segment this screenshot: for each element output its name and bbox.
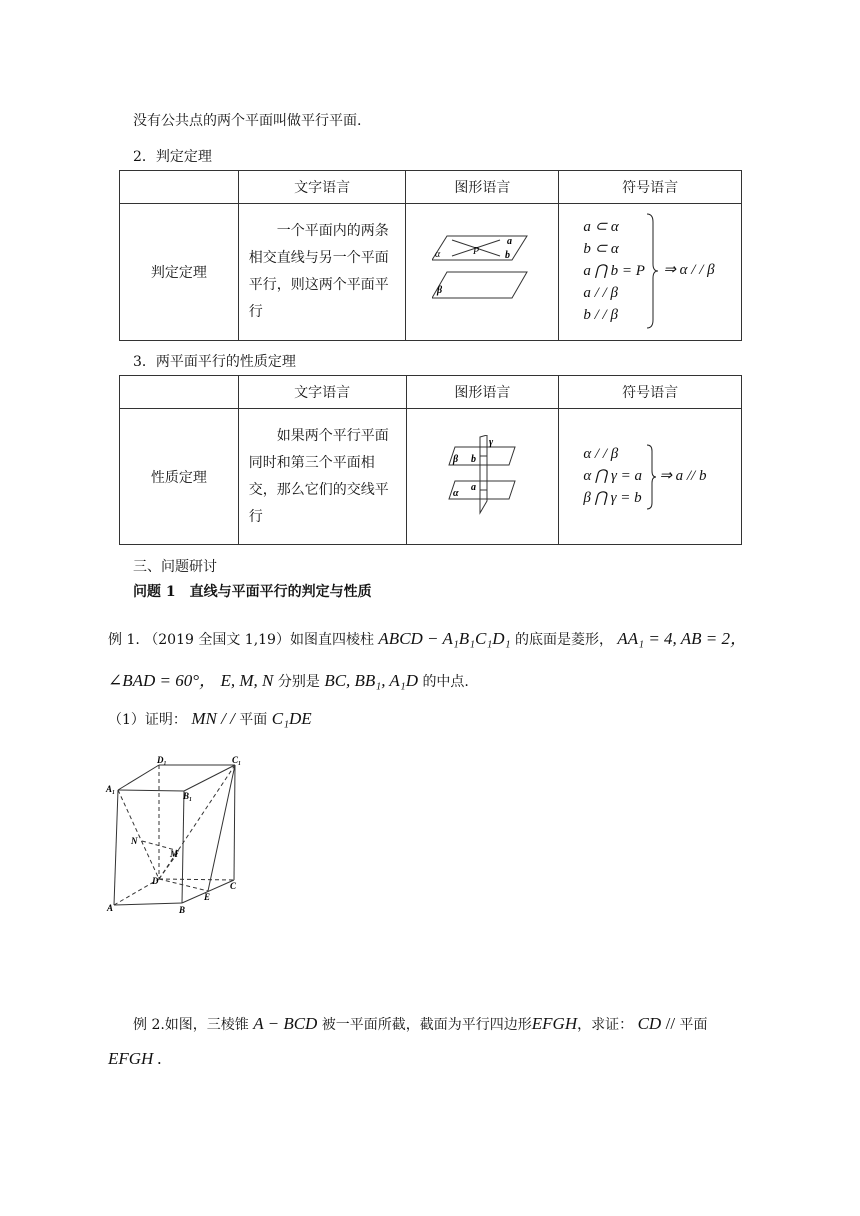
example1-angle: ∠BAD = 60°， <box>108 671 217 690</box>
example1-mid1: 的底面是菱形， <box>514 632 613 648</box>
table1-empty-header <box>120 171 239 204</box>
fig-label: A₁ <box>106 784 116 794</box>
q1-prefix: （1）证明： <box>108 712 187 728</box>
fig-label: a <box>507 236 513 247</box>
right-brace <box>645 212 659 330</box>
symbol-line: b ⊂ α <box>583 241 619 257</box>
table1-text-line: 行 <box>248 304 263 320</box>
fig-label: N <box>131 836 138 846</box>
example2-par: // <box>665 1014 676 1033</box>
table1-header-symbol: 符号语言 <box>559 171 742 204</box>
symbol-line: β ⋂ γ = b <box>583 489 642 506</box>
symbol-line: b / / β <box>583 307 618 323</box>
table2-figure-cell <box>406 409 559 545</box>
fig-label: P <box>473 246 480 257</box>
example1-suffix: 的中点. <box>422 674 469 690</box>
example-2-line-2: EFGH . <box>108 1049 162 1068</box>
example1-mid2: 分别是 <box>277 674 320 690</box>
fig-label: A <box>107 903 114 913</box>
fig-label: α <box>435 249 441 260</box>
symbol-line: a ⊂ α <box>583 219 619 235</box>
example-1-question-1 <box>108 709 312 729</box>
example2-prefix: 例 2.如图，三棱锥 <box>133 1017 249 1033</box>
example-1-line-2 <box>108 666 469 691</box>
two-parallel-planes-figure <box>432 230 532 310</box>
table2-text-line: 交，那么它们的交线平 <box>248 481 389 498</box>
example2-plane: 平面 <box>679 1017 708 1033</box>
three-planes-figure <box>447 435 517 515</box>
table1-text-line: 一个平面内的两条 <box>276 223 389 239</box>
table1-text-cell <box>238 204 406 341</box>
q1-plane: 平面 <box>239 712 268 728</box>
q1-expr: MN / / <box>191 709 235 728</box>
table2-header-figure: 图形语言 <box>406 376 559 409</box>
fig-label: D <box>152 876 159 886</box>
fig-label: C₁ <box>232 755 242 765</box>
fig-label: B₁ <box>183 791 193 801</box>
symbol-line: α / / β <box>583 445 619 462</box>
example1-segments: BC, BB₁, A₁D <box>324 671 418 690</box>
fig-label: B <box>179 905 186 915</box>
example2-mid2: ，求证： <box>577 1017 634 1033</box>
example1-points: E, M, N <box>220 671 274 690</box>
fig-label: β <box>453 453 459 465</box>
fig-label: γ <box>489 436 494 448</box>
prism-figure <box>104 755 254 915</box>
theorem-table-1 <box>119 170 742 341</box>
table2-text-cell <box>238 409 406 545</box>
table1-row-label: 判定定理 <box>120 204 239 341</box>
fig-label: β <box>437 285 443 296</box>
fig-label: D₁ <box>157 755 167 765</box>
fig-label: E <box>204 892 211 902</box>
symbol-conclusion: ⇒ a // b <box>659 467 707 484</box>
fig-label: M <box>170 849 179 859</box>
fig-label: b <box>505 250 511 261</box>
part-3-title: 三、问题研讨 <box>133 559 217 575</box>
fig-label: b <box>471 453 477 465</box>
table1-header-text: 文字语言 <box>238 171 406 204</box>
symbol-line: a ⋂ b = P <box>583 263 645 279</box>
fig-label: α <box>453 487 459 499</box>
table1-text-line: 平行，则这两个平面平 <box>248 277 389 293</box>
table2-text-line: 行 <box>248 508 263 525</box>
symbol-line: a / / β <box>583 285 618 301</box>
table2-symbol-cell <box>559 409 742 545</box>
symbol-line: α ⋂ γ = a <box>583 467 643 484</box>
table1-text-line: 相交直线与另一个平面 <box>248 250 389 266</box>
fig-label: C <box>230 881 237 891</box>
section-2-title: 2．判定定理 <box>133 149 212 165</box>
table2-text-line: 如果两个平行平面 <box>276 427 389 444</box>
example1-prefix: 例 1. （2019 全国文 1,19）如图直四棱柱 <box>108 632 374 648</box>
table2-header-text: 文字语言 <box>238 376 406 409</box>
table1-figure-cell <box>406 204 559 341</box>
example-2-line-1 <box>133 1014 708 1034</box>
symbol-conclusion: ⇒ α / / β <box>663 262 715 278</box>
example1-conds: AA₁ = 4, AB = 2， <box>617 629 747 648</box>
section-3-title: 3．两平面平行的性质定理 <box>133 354 296 370</box>
table1-symbol-cell <box>559 204 742 341</box>
table1-header-figure: 图形语言 <box>406 171 559 204</box>
intro-text: 没有公共点的两个平面叫做平行平面. <box>133 113 362 129</box>
example2-pyramid: A − BCD <box>253 1014 318 1033</box>
table2-row-label: 性质定理 <box>120 409 239 545</box>
table2-header-symbol: 符号语言 <box>559 376 742 409</box>
table2-text-line: 同时和第三个平面相 <box>248 454 375 471</box>
example2-mid: 被一平面所截，截面为平行四边形 <box>321 1017 532 1033</box>
theorem-table-2 <box>119 375 742 545</box>
table2-empty-header <box>120 376 239 409</box>
example1-prism: ABCD − A₁B₁C₁D₁ <box>378 629 511 648</box>
problem-1-title: 问题 1 直线与平面平行的判定与性质 <box>133 584 372 600</box>
fig-label: a <box>471 481 477 493</box>
q1-plane-name: C₁DE <box>271 709 312 728</box>
example2-cd: CD <box>637 1014 662 1033</box>
example2-section: EFGH <box>531 1014 578 1033</box>
right-brace <box>645 443 657 511</box>
example-1-line-1 <box>108 624 747 649</box>
